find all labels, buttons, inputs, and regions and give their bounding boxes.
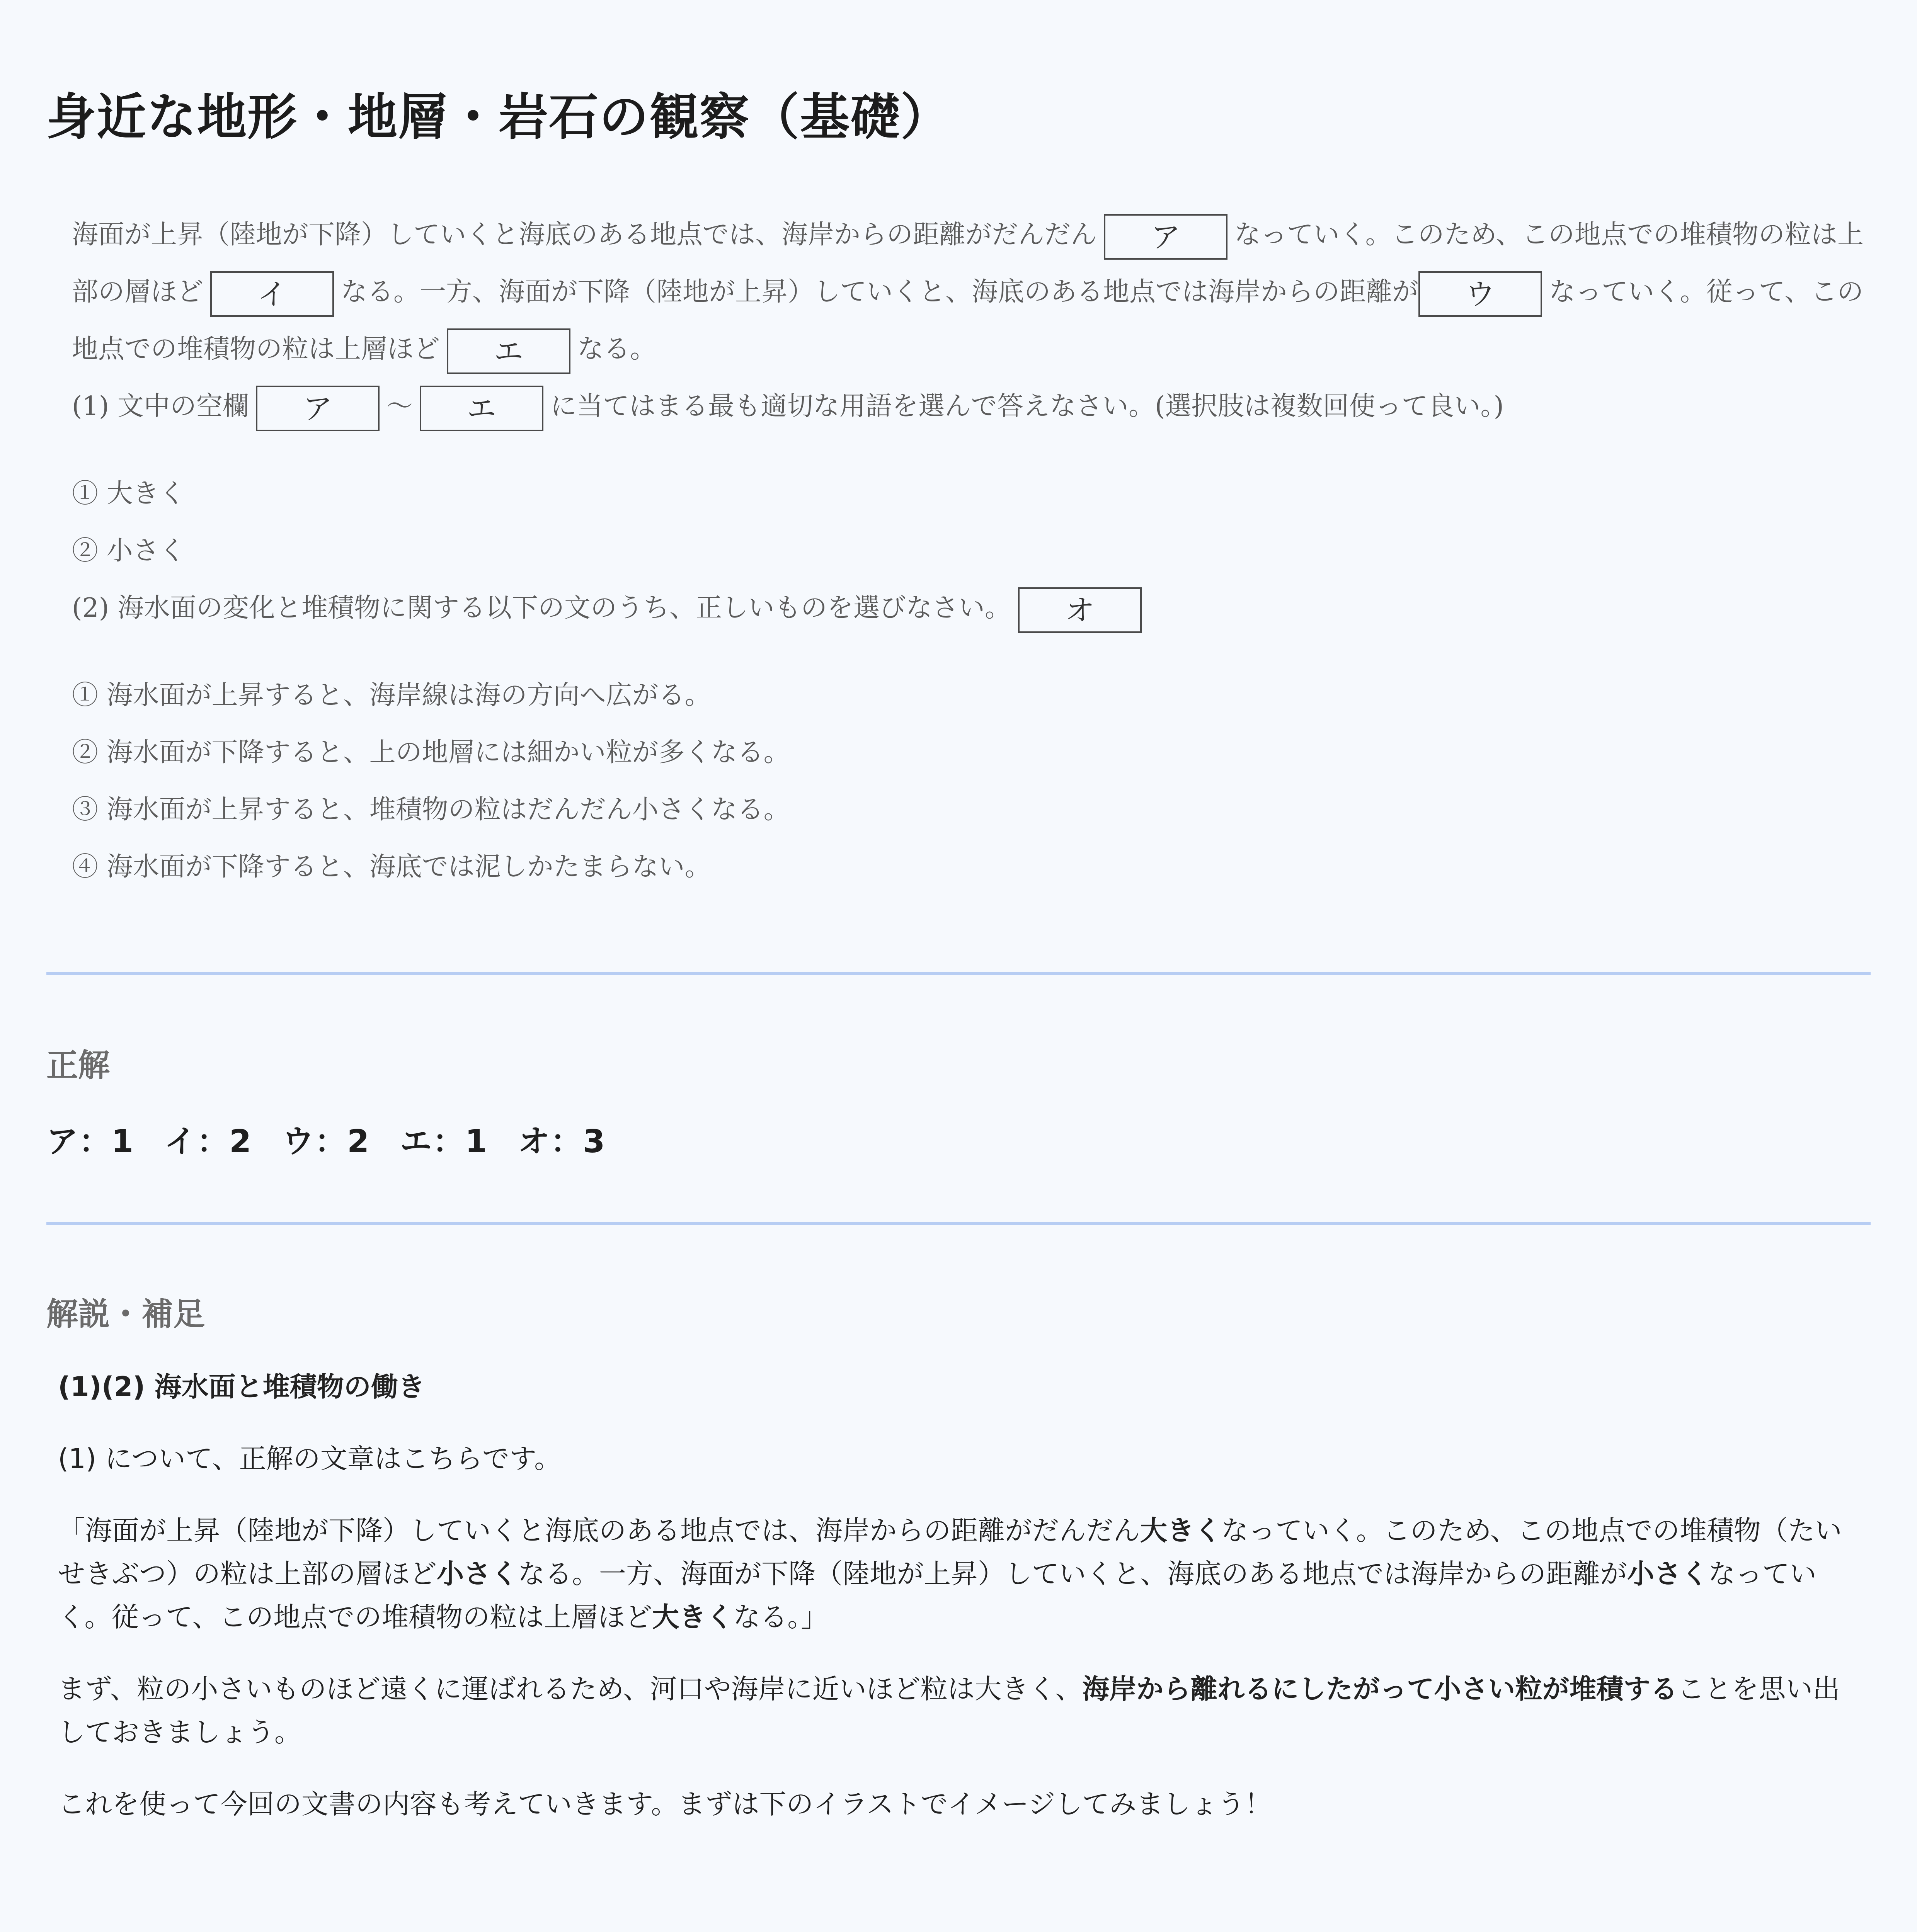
paragraph-text: なる。一方、海面が下降（陸地が上昇）していくと、海底のある地点では海岸からの距離が	[341, 277, 1419, 307]
option-item: ① 海水面が上昇すると、海岸線は海の方向へ広がる。	[72, 680, 711, 711]
question-paragraph	[72, 206, 1871, 378]
note-text: まず、粒の小さいものほど遠くに運ばれるため、河口や海岸に近いほど粒は大きく、	[58, 1673, 1083, 1705]
quote-keyword: 小さく	[1627, 1558, 1708, 1590]
question-1	[72, 378, 1871, 435]
blank-box-o: オ	[1018, 587, 1142, 633]
paragraph-text: なっていく。従って、この地点での堆積物の粒は上層ほど	[72, 277, 1864, 364]
question-2-options	[72, 667, 1871, 896]
question-2-text: (2) 海水面の変化と堆積物に関する以下の文のうち、正しいものを選びなさい。	[72, 593, 1011, 623]
option-item: ② 海水面が下降すると、上の地層には細かい粒が多くなる。	[72, 737, 790, 768]
tilde: 〜	[386, 391, 413, 422]
quote-keyword: 小さく	[437, 1558, 518, 1590]
paragraph-text: なる。	[577, 334, 657, 364]
explanation-subheading: (1)(2) 海水面と堆積物の働き	[58, 1371, 425, 1403]
blank-box-a: ア	[1104, 214, 1227, 260]
answer-item: エ：1	[400, 1123, 488, 1160]
option-item: ③ 海水面が上昇すると、堆積物の粒はだんだん小さくなる。	[72, 794, 790, 825]
answer-line	[46, 1116, 1871, 1162]
question-block	[46, 206, 1871, 896]
quote-text: なる。一方、海面が下降（陸地が上昇）していくと、海底のある地点では海岸からの距離が	[518, 1558, 1627, 1590]
quote-text: なっていく。このため、この地点での堆積物（たいせきぶつ）の粒は上部の層ほど	[58, 1515, 1842, 1590]
quote-keyword: 大きく	[1140, 1515, 1221, 1546]
paragraph-text: なっていく。このため、この地点での堆積物の粒は上部の層ほど	[72, 219, 1864, 307]
divider	[46, 1222, 1871, 1225]
blank-box-a-ref: ア	[256, 386, 380, 431]
explanation-heading: 解説・補足	[46, 1296, 205, 1333]
question-1-prefix: (1) 文中の空欄	[72, 391, 249, 422]
answer-heading: 正解	[46, 1047, 110, 1084]
note-keyword: 海岸から離れるにしたがって小さい粒が堆積する	[1082, 1673, 1678, 1705]
option-item: ② 小さく	[72, 536, 186, 566]
explanation-note	[58, 1667, 1867, 1754]
explanation-closing: これを使って今回の文書の内容も考えていきます。まずは下のイラストでイメージしてみましょう！	[58, 1788, 1272, 1820]
explanation-body	[46, 1365, 1871, 1826]
blank-box-e: エ	[447, 328, 570, 374]
blank-box-e-ref: エ	[420, 386, 543, 431]
blank-box-i: イ	[210, 271, 334, 317]
quote-text: なっていく。従って、この地点での堆積物の粒は上層ほど	[58, 1558, 1817, 1633]
question-1-suffix: に当てはまる最も適切な用語を選んで答えなさい。(選択肢は複数回使って良い。)	[550, 391, 1504, 422]
quote-text: なる。」	[733, 1601, 828, 1633]
blank-box-u: ウ	[1418, 271, 1542, 317]
answer-item: ア：1	[46, 1123, 134, 1160]
note-text: ことを思い出しておきましょう。	[58, 1673, 1840, 1748]
quote-text: 「海面が上昇（陸地が下降）していくと海底のある地点では、海岸からの距離がだんだん	[58, 1515, 1140, 1546]
page-title: 身近な地形・地層・岩石の観察（基礎）	[46, 88, 951, 146]
option-item: ① 大きく	[72, 478, 186, 509]
quote-keyword: 大きく	[652, 1601, 734, 1633]
divider	[46, 972, 1871, 975]
question-2	[72, 580, 1871, 637]
answer-item: ウ：2	[282, 1123, 370, 1160]
explanation-quote	[58, 1509, 1867, 1639]
question-1-options	[72, 465, 1871, 580]
answer-item: イ：2	[164, 1123, 252, 1160]
answer-item: オ：3	[518, 1123, 606, 1160]
paragraph-text: 海面が上昇（陸地が下降）していくと海底のある地点では、海岸からの距離がだんだん	[72, 219, 1097, 250]
explanation-intro: (1) について、正解の文章はこちらです。	[58, 1443, 562, 1475]
option-item: ④ 海水面が下降すると、海底では泥しかたまらない。	[72, 852, 711, 882]
